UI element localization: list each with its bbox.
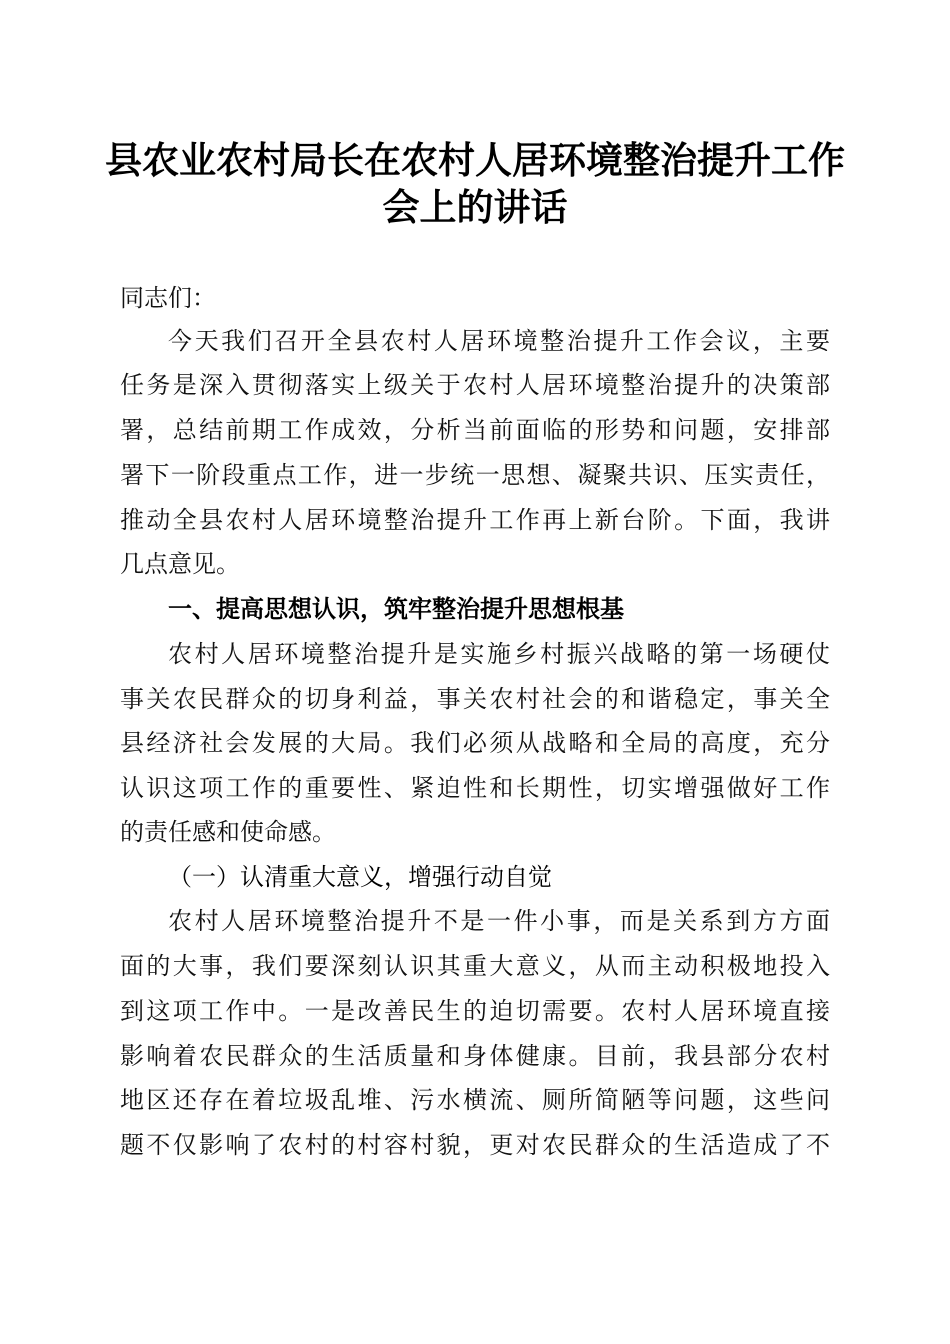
subsection-heading: （一）认清重大意义，增强行动自觉	[168, 863, 552, 891]
salutation: 同志们：	[120, 284, 216, 312]
subsection-line: 地区还存在着垃圾乱堆、污水横流、厕所简陋等问题，这些问	[120, 1086, 830, 1114]
section-line: 农村人居环境整治提升是实施乡村振兴战略的第一场硬仗	[168, 640, 830, 668]
section-line: 县经济社会发展的大局。我们必须从战略和全局的高度，充分	[120, 729, 830, 757]
section-line: 事关农民群众的切身利益，事关农村社会的和谐稳定，事关全	[120, 685, 830, 713]
section-heading: 一、提高思想认识，筑牢整治提升思想根基	[168, 595, 624, 623]
intro-line: 任务是深入贯彻落实上级关于农村人居环境整治提升的决策部	[120, 371, 830, 399]
intro-line: 今天我们召开全县农村人居环境整治提升工作会议，主要	[168, 327, 830, 355]
subsection-line: 影响着农民群众的生活质量和身体健康。目前，我县部分农村	[120, 1042, 830, 1070]
intro-line: 署，总结前期工作成效，分析当前面临的形势和问题，安排部	[120, 416, 830, 444]
section-line: 的责任感和使命感。	[120, 818, 336, 846]
intro-line: 推动全县农村人居环境整治提升工作再上新台阶。下面，我讲	[120, 506, 830, 534]
subsection-line: 题不仅影响了农村的村容村貌，更对农民群众的生活造成了不	[120, 1131, 830, 1159]
subsection-line: 面的大事，我们要深刻认识其重大意义，从而主动积极地投入	[120, 952, 830, 980]
intro-line: 署下一阶段重点工作，进一步统一思想、凝聚共识、压实责任，	[120, 461, 830, 489]
section-line: 认识这项工作的重要性、紧迫性和长期性，切实增强做好工作	[120, 774, 830, 802]
subsection-line: 农村人居环境整治提升不是一件小事，而是关系到方方面	[168, 907, 830, 935]
intro-line: 几点意见。	[120, 550, 240, 578]
document-title-line-2: 会上的讲话	[382, 185, 568, 229]
document-title-line-1: 县农业农村局长在农村人居环境整治提升工作	[105, 138, 845, 182]
subsection-line: 到这项工作中。一是改善民生的迫切需要。农村人居环境直接	[120, 997, 830, 1025]
